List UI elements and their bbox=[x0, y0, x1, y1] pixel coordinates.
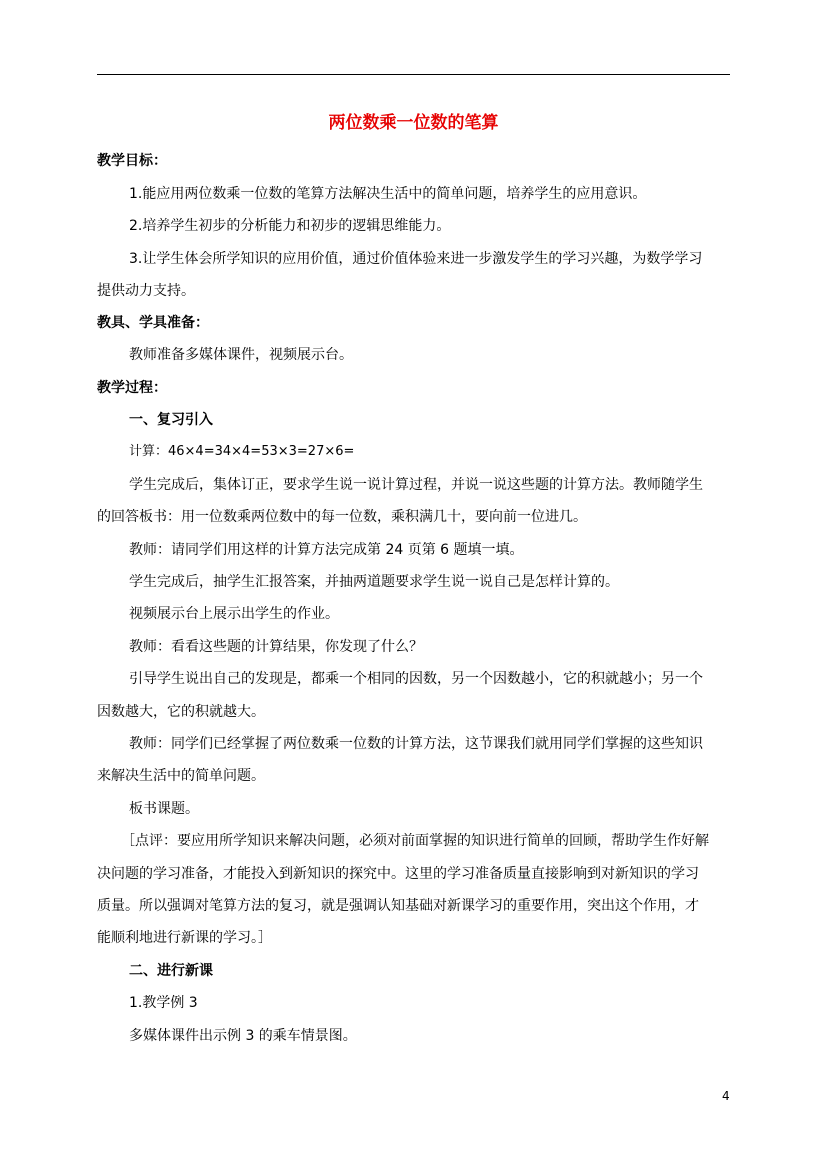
note-line-1: ［点评：要应用所学知识来解决问题，必须对前面掌握的知识进行简单的回顾，帮助学生作好解 bbox=[121, 833, 709, 849]
note-line-2: 决问题的学习准备，才能投入到新知识的探究中。这里的学习准备质量直接影响到对新知识的学习 bbox=[97, 866, 699, 882]
para-7-line-1: 教师：同学们已经掌握了两位数乘一位数的计算方法，这节课我们就用同学们掌握的这些知识 bbox=[129, 736, 703, 752]
process-heading: 教学过程： bbox=[97, 380, 167, 396]
para-6-line-1: 引导学生说出自己的发现是，都乘一个相同的因数，另一个因数越小，它的积就越小；另一个 bbox=[129, 671, 703, 687]
note-line-4: 能顺利地进行新课的学习。］ bbox=[97, 930, 272, 946]
para-2: 教师：请同学们用这样的计算方法完成第 24 页第 6 题填一填。 bbox=[129, 542, 524, 558]
example-text: 多媒体课件出示例 3 的乘车情景图。 bbox=[129, 1028, 357, 1044]
para-4: 视频展示台上展示出学生的作业。 bbox=[129, 606, 339, 622]
prep-heading: 教具、学具准备： bbox=[97, 315, 209, 331]
goal-2: 2.培养学生初步的分析能力和初步的逻辑思维能力。 bbox=[129, 218, 451, 234]
para-1-line-1: 学生完成后，集体订正，要求学生说一说计算过程，并说一说这些题的计算方法。教师随学生 bbox=[129, 477, 703, 493]
note-line-3: 质量。所以强调对笔算方法的复习，就是强调认知基础对新课学习的重要作用，突出这个作用，才 bbox=[97, 898, 699, 914]
para-5: 教师：看看这些题的计算结果，你发现了什么？ bbox=[129, 639, 423, 655]
part-1-heading: 一、复习引入 bbox=[129, 412, 213, 428]
goals-heading: 教学目标： bbox=[97, 153, 167, 169]
para-1-line-2: 的回答板书：用一位数乘两位数中的每一位数，乘积满几十，要向前一位进几。 bbox=[97, 509, 587, 525]
para-3: 学生完成后，抽学生汇报答案，并抽两道题要求学生说一说自己是怎样计算的。 bbox=[129, 574, 619, 590]
calc-line: 计算：46×4=34×4=53×3=27×6= bbox=[129, 444, 355, 459]
para-6-line-2: 因数越大，它的积就越大。 bbox=[97, 704, 265, 720]
para-7-line-2: 来解决生活中的简单问题。 bbox=[97, 768, 265, 784]
goal-3-line-1: 3.让学生体会所学知识的应用价值，通过价值体验来进一步激发学生的学习兴趣，为数学学习 bbox=[129, 251, 703, 267]
para-8: 板书课题。 bbox=[129, 801, 199, 817]
example-heading: 1.教学例 3 bbox=[129, 995, 198, 1011]
goal-1: 1.能应用两位数乘一位数的笔算方法解决生活中的简单问题，培养学生的应用意识。 bbox=[129, 186, 647, 202]
header-rule bbox=[97, 74, 730, 75]
prep-text: 教师准备多媒体课件，视频展示台。 bbox=[129, 347, 353, 363]
goal-3-line-2: 提供动力支持。 bbox=[97, 283, 195, 299]
page-number: 4 bbox=[722, 1089, 730, 1103]
page-title: 两位数乘一位数的笔算 bbox=[328, 113, 499, 133]
part-2-heading: 二、进行新课 bbox=[129, 963, 213, 979]
